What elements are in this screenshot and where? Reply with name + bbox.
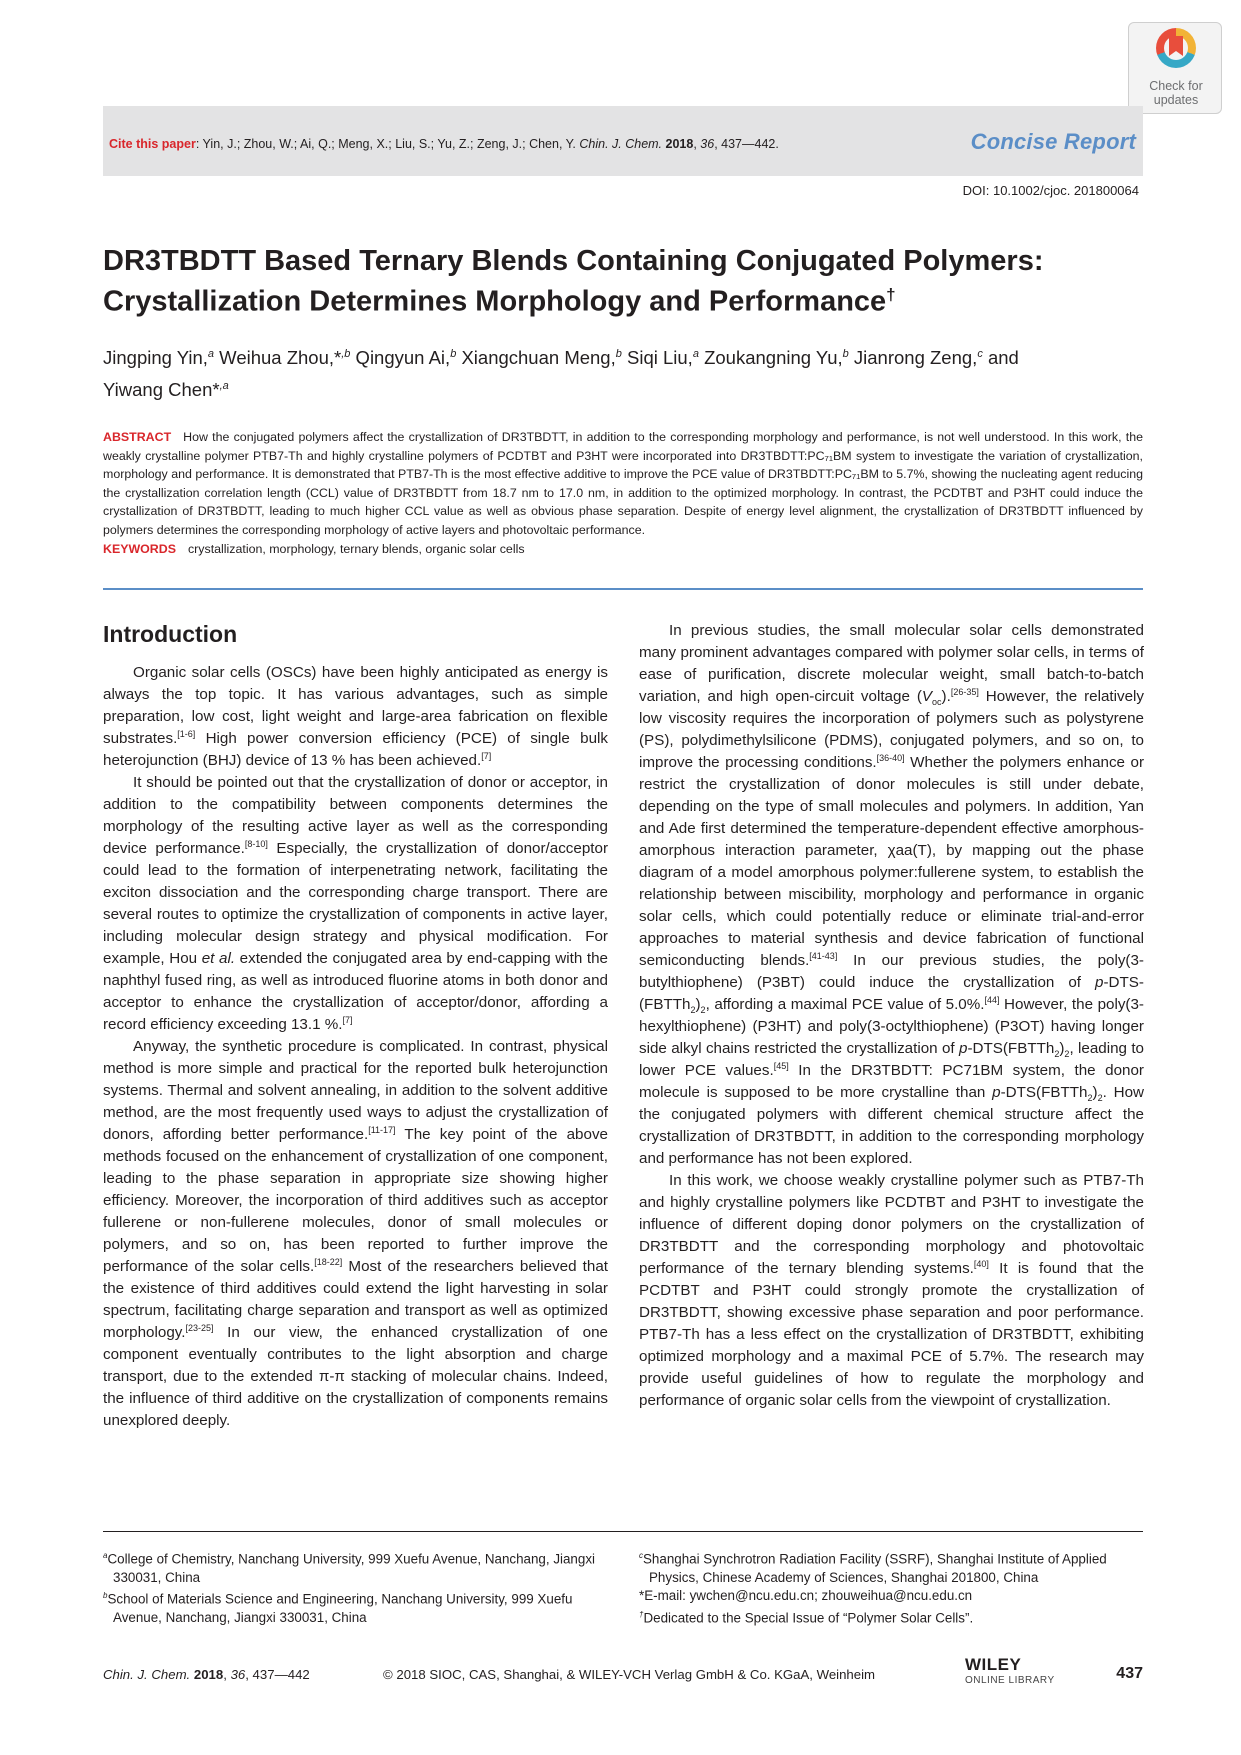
online-library-wordmark: ONLINE LIBRARY: [965, 1675, 1055, 1686]
citation-ref[interactable]: [23-25]: [185, 1322, 214, 1333]
author-name: Qingyun Ai,: [350, 347, 451, 369]
cite-year: 2018: [665, 137, 694, 151]
citation-ref[interactable]: [44]: [984, 994, 1000, 1005]
keywords-label: KEYWORDS: [103, 541, 176, 556]
text-run: Anyway, the synthetic procedure is complicated. In contrast, physical method is more simple and practical for the reported bulk heterojunction systems. Thermal and solvent annealing, in addition to the solvent additive method, are the most frequently used ways to adjust the crystallization of donors, affording better performance.: [103, 1038, 608, 1143]
right-column-body: [639, 620, 1144, 1412]
body-paragraph: [103, 1036, 608, 1432]
citation-ref[interactable]: [36-40]: [876, 752, 905, 763]
text-run: -DTS(FBTTh: [1000, 1084, 1088, 1101]
wiley-online-library-logo[interactable]: [965, 1655, 1075, 1695]
text-run: . How the conjugated polymers with different chemical structure affect the crystallization of DR3TBDTT, in addition to the corresponding morphology and performance has not been explored.: [639, 1084, 1144, 1167]
citation-line: Cite this paper: Yin, J.; Zhou, W.; Ai, Q.; Meng, X.; Liu, S.; Yu, Z.; Zeng, J.; Chen, Y. Chin. J. Chem. 2018, 36, 437—442.: [109, 137, 779, 151]
affiliation-mark: b: [842, 348, 849, 360]
body-paragraph: [103, 662, 608, 772]
footnotes-left: [103, 1547, 608, 1628]
footnote-text: *E-mail: ywchen@ncu.edu.cn; zhouweihua@ncu.edu.cn: [639, 1588, 973, 1604]
text-run: Especially, the crystallization of donor/acceptor could lead to the formation of interpenetrating network, facilitating the exciton dissociation and the corresponding charge transport. There are several routes to optimize the crystallization of components in active layer, including molecular design strategy and physical modification. For example, Hou: [103, 840, 609, 967]
citation-ref[interactable]: [18-22]: [314, 1256, 343, 1267]
author-name: Xiangchuan Meng,: [456, 347, 616, 369]
text-run: However, the relatively low viscosity requires the incorporation of polymers such as polystyrene (PS), polydimethylsilicone (PDMS), conjugated polymers, and so on, to improve the processing conditions.: [639, 688, 1145, 771]
body-paragraph: [639, 1170, 1144, 1412]
author-name: Zoukangning Yu,: [698, 347, 843, 369]
citation-ref[interactable]: [40]: [973, 1258, 989, 1269]
text-run: 2: [1097, 1093, 1103, 1104]
citation-ref[interactable]: [7]: [481, 750, 492, 761]
affiliation-mark: a: [692, 348, 699, 360]
text-run: In our previous studies, the poly(3-butylthiophene) (P3BT) could induce the crystallization of: [639, 952, 1144, 991]
title-dagger: †: [886, 285, 896, 304]
badge-line-2: updates: [1153, 93, 1199, 107]
abstract-divider: [103, 588, 1143, 590]
page-number: 437: [1116, 1665, 1143, 1682]
left-column: [103, 620, 608, 1432]
text-run: p: [958, 1040, 968, 1057]
citation-ref[interactable]: [7]: [342, 1014, 353, 1025]
abstract-text: How the conjugated polymers affect the crystallization of DR3TBDTT, in addition to the corresponding morphology and performance, is not well understood. In this work, the weakly crystalline polymer PTB7-Th and highly crystalline polymers of PCDTBT and P3HT were incorporated into DR3TBDTT:PC₇₁BM system to investigate the variation of crystallization, morphology and performance. It is demonstrated that PTB7-Th is the most effective additive to improve the PCE value of DR3TBDTT:PC₇₁BM to 5.7%, showing the nucleating agent reducing the crystallization correlation length (CCL) value of DR3TBDTT from 18.7 nm to 17.0 nm, in addition to the optimized morphology. In contrast, the PCDTBT and P3HT could induce the crystallization of DR3TBDTT, leading to much higher CCL value as well as obvious phase separation. Despite of energy level alignment, the crystallization of DR3TBDTT influenced by polymers determines the corresponding morphology of active layers and photovoltaic performance.: [103, 430, 1143, 537]
body-paragraph: [103, 772, 608, 1036]
author-name: Weihua Zhou,*: [214, 347, 342, 369]
authors-line-2: [103, 372, 1143, 404]
citation-ref[interactable]: [8-10]: [244, 838, 268, 849]
footnote-mark: c: [639, 1551, 643, 1560]
text-run: Whether the polymers enhance or restrict the crystallization of donor molecules is still under debate, depending on the type of small molecules and polymers. In addition, Yan and Ade first determined the temperature-dependent effective amorphous-amorphous interaction parameter, χaa(T), by mapping out the phase diagram of a model amorphous polymer:fullerene system, to establish the relationship between miscibility, morphology and performance in organic solar cells, which could potentially reduce or eliminate trial-and-error approaches to material synthesis and device fabrication of functional semiconducting blends.: [639, 754, 1144, 969]
right-column: [639, 620, 1144, 1412]
text-run: 2: [1064, 1049, 1070, 1060]
footnote: [639, 1547, 1144, 1587]
footer-volume: 36: [230, 1667, 246, 1682]
wiley-wordmark: WILEY: [965, 1655, 1022, 1674]
text-run: Most of the researchers believed that the existence of third additives could extend the light harvesting in solar spectrum, facilitating charge separation and transport as well as optimized morphology.: [103, 1258, 609, 1341]
text-run: , leading to lower PCE values.: [639, 1040, 1145, 1079]
abstract: [103, 428, 1143, 558]
report-type: Concise Report: [970, 129, 1136, 154]
text-run: extended the conjugated area by end-capping with the naphthyl fused ring, as well as introduced fluorine atoms in both donor and acceptor to enhance the crystallization of acceptor/donor, affording a record efficiency exceeding 13.1 %.: [103, 950, 608, 1033]
authors-line-1: [103, 340, 1143, 372]
text-run: ): [1092, 1084, 1098, 1101]
text-run: oc: [932, 697, 942, 708]
keywords-text: crystallization, morphology, ternary blends, organic solar cells: [187, 541, 525, 556]
cite-journal: Chin. J. Chem.: [579, 137, 663, 151]
text-run: ): [695, 996, 701, 1013]
affiliation-mark: c: [977, 348, 983, 360]
text-run: ).: [941, 688, 951, 705]
footnote-text: Dedicated to the Special Issue of “Polymer Solar Cells”.: [643, 1610, 974, 1626]
footer-copyright: © 2018 SIOC, CAS, Shanghai, & WILEY-VCH Verlag GmbH & Co. KGaA, Weinheim: [383, 1667, 876, 1682]
footnote: [103, 1547, 608, 1587]
badge-line-1: Check for: [1149, 79, 1203, 93]
text-run: 2: [690, 1005, 696, 1016]
text-run: 2: [1054, 1049, 1060, 1060]
text-run: In our view, the enhanced crystallization of one component eventually contributes to the light absorption and charge transport, due to the extended π-π stacking of molecular chains. Indeed, the influence of third additive on the crystallization of components remains unexplored deeply.: [103, 1324, 608, 1429]
body-paragraph: [639, 620, 1144, 1170]
footnotes-right: [639, 1547, 1144, 1628]
citation-ref[interactable]: [1-6]: [177, 728, 196, 739]
text-run: It should be pointed out that the crystallization of donor or acceptor, in addition to the compatibility between components determines the morphology of the resulting active layer as well as the corresponding device performance.: [103, 774, 608, 857]
text-run: In this work, we choose weakly crystalline polymer such as PTB7-Th and highly crystalline polymers like PCDTBT and P3HT to investigate the influence of different doping donor polymers on the crystallization of DR3TBDTT and the corresponding morphology and photovoltaic performance of the ternary blending systems.: [639, 1172, 1144, 1277]
cite-label: Cite this paper: [109, 137, 196, 151]
affiliation-mark: a: [207, 348, 215, 360]
footnote-mark: a: [103, 1551, 108, 1560]
title-line-1: DR3TBDTT Based Ternary Blends Containing Conjugated Polymers:: [103, 245, 1044, 277]
footnote: [639, 1606, 1144, 1628]
text-run: V: [921, 688, 933, 705]
footer-year: 2018: [193, 1667, 224, 1682]
author-name: Jingping Yin,: [103, 347, 208, 369]
footnote-divider: [103, 1531, 1143, 1532]
text-run: -DTS(FBTTh: [967, 1040, 1055, 1057]
author-name: and: [982, 347, 1019, 369]
cite-volume: 36: [700, 137, 715, 151]
author-list: [103, 340, 1143, 404]
text-run: In previous studies, the small molecular solar cells demonstrated many prominent advantages compared with polymer solar cells, in terms of ease of purification, discrete molecular weight, small batch-to-batch variation, and high open-circuit voltage (: [639, 622, 1144, 705]
footer-journal: Chin. J. Chem.: [103, 1667, 191, 1682]
text-run: 2: [700, 1005, 706, 1016]
title-line-2: Crystallization Determines Morphology and Performance: [103, 285, 887, 318]
section-heading-introduction: Introduction: [103, 621, 238, 647]
text-run: Organic solar cells (OSCs) have been highly anticipated as energy is always the top topic. It has various advantages, such as simple preparation, low cost, light weight and large-area fabrication on flexible substrates.: [103, 664, 608, 747]
text-run: It is found that the PCDTBT and P3HT could strongly promote the crystallization of DR3TBDTT, showing excessive phase separation and poor performance. PTB7-Th has a less effect on the crystallization of DR3TBDTT, exhibiting optimized morphology and a maximal PCE of 5.7%. The research may provide useful guidelines of how to regulate the morphology and performance of organic solar cells from the viewpoint of crystallization.: [639, 1260, 1144, 1409]
author-name: Siqi Liu,: [621, 347, 693, 369]
affiliation-mark: b: [615, 348, 622, 360]
footnote: [103, 1587, 608, 1627]
footnote-text: School of Materials Science and Engineering, Nanchang University, 999 Xuefu Avenue, Nanchang, Jiangxi 330031, China: [107, 1591, 573, 1626]
text-run: ): [1059, 1040, 1065, 1057]
text-run: High power conversion efficiency (PCE) of single bulk heterojunction (BHJ) device of 13 % has been achieved.: [103, 730, 608, 769]
affiliation-mark: ,a: [219, 380, 229, 393]
paper-title: [103, 245, 1143, 319]
citation-ref[interactable]: [11-17]: [368, 1124, 396, 1135]
abstract-label: ABSTRACT: [103, 430, 172, 444]
author-name: Yiwang Chen*: [103, 379, 220, 401]
citation-ref[interactable]: [26-35]: [950, 686, 979, 697]
text-run: 2: [1087, 1093, 1093, 1104]
footnote-text: College of Chemistry, Nanchang University, 999 Xuefu Avenue, Nanchang, Jiangxi 330031, China: [107, 1551, 595, 1585]
citation-ref[interactable]: [45]: [773, 1060, 789, 1071]
cite-authors: : Yin, J.; Zhou, W.; Ai, Q.; Meng, X.; Liu, S.; Yu, Z.; Zeng, J.; Chen, Y.: [195, 137, 580, 151]
page-footer: [103, 1655, 1143, 1687]
cite-pages: , 437—442.: [714, 137, 779, 151]
text-run: However, the poly(3-hexylthiophene) (P3HT) and poly(3-octylthiophene) (P3OT) having longer side alkyl chains restricted the crystallization of: [639, 996, 1144, 1057]
text-run: , affording a maximal PCE value of 5.0%.: [705, 996, 985, 1013]
text-run: et al.: [201, 950, 236, 967]
text-run: In the DR3TBDTT: PC71BM system, the donor molecule is supposed to be more crystalline than: [639, 1062, 1144, 1101]
affiliation-mark: b: [450, 348, 457, 360]
footnote-mark: †: [639, 1609, 644, 1619]
footnote-text: Shanghai Synchrotron Radiation Facility (SSRF), Shanghai Institute of Applied Physics, Chinese Academy of Sciences, Shanghai 201800, China: [643, 1551, 1107, 1585]
author-name: Jianrong Zeng,: [848, 347, 978, 369]
footer-pages: , 437—442: [245, 1667, 310, 1682]
affiliation-mark: ,b: [341, 348, 351, 360]
footnote-mark: b: [103, 1591, 108, 1601]
citation-ref[interactable]: [41-43]: [809, 950, 838, 961]
check-for-updates-badge[interactable]: [1128, 22, 1222, 114]
text-run: -DTS-(FBTTh: [639, 974, 1144, 1013]
left-column-body: [103, 662, 608, 1432]
text-run: p: [1095, 974, 1104, 991]
text-run: p: [992, 1084, 1001, 1101]
doi[interactable]: DOI: 10.1002/cjoc. 201800064: [962, 183, 1139, 198]
footer-citation: Chin. J. Chem. 2018, 36, 437—442: [103, 1667, 310, 1682]
footnote: [639, 1587, 1144, 1606]
text-run: The key point of the above methods focused on the enhancement of crystallization of one component, leading to the phase separation in appropriate size showing higher efficiency. Moreover, the incorporation of third additives such as acceptor fullerene or non-fullerene molecules, donor of small molecules or polymers, and so on, has been reported to further improve the performance of the solar cells.: [103, 1126, 608, 1275]
